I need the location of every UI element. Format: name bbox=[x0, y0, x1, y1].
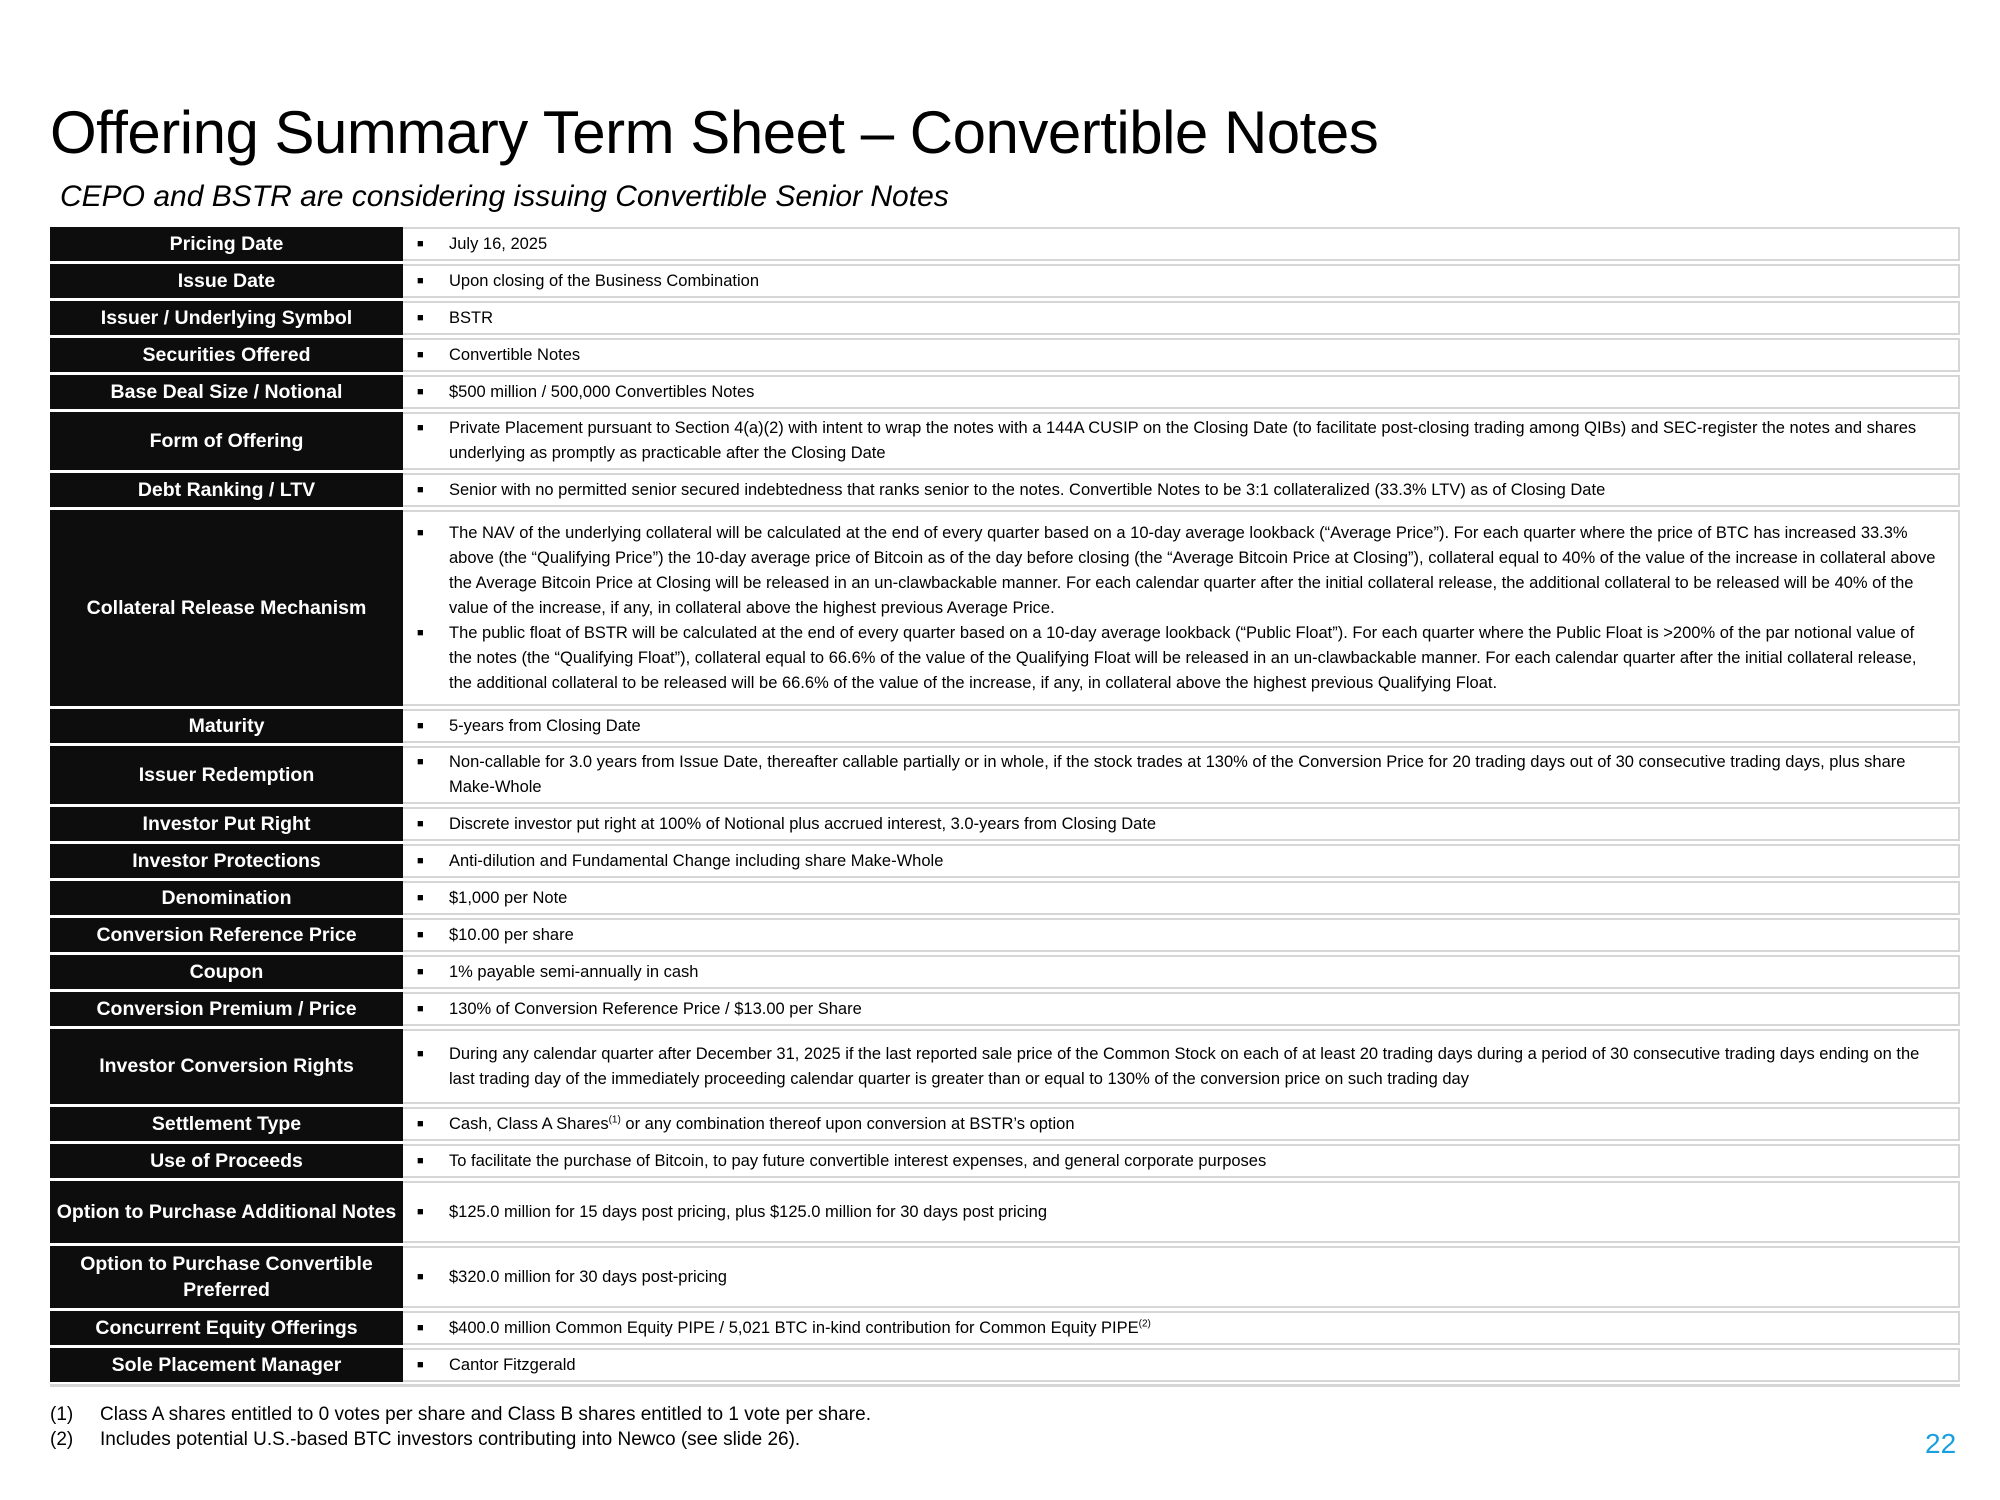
term-value bbox=[403, 227, 1960, 261]
term-bullet-text bbox=[449, 1265, 1940, 1290]
term-bullet bbox=[415, 997, 1940, 1022]
footnote-item bbox=[50, 1402, 871, 1427]
term-text: Non-callable for 3.0 years from Issue Date, thereafter callable partially or in whole, if the stock trades at 130% of the Conversion Price for 20 trading days out of 30 consecutive trading days, plus share Make-Whole bbox=[449, 753, 1906, 796]
square-bullet-icon: ■ bbox=[417, 965, 424, 978]
square-bullet-icon: ■ bbox=[417, 817, 424, 830]
term-row bbox=[50, 918, 1960, 952]
term-bullet-text bbox=[449, 750, 1940, 800]
term-bullet-text bbox=[449, 812, 1940, 837]
term-row bbox=[50, 1181, 1960, 1243]
term-bullet-text bbox=[449, 416, 1940, 466]
term-bullet bbox=[415, 750, 1940, 800]
term-text: Cantor Fitzgerald bbox=[449, 1355, 576, 1374]
term-bullet bbox=[415, 960, 1940, 985]
term-value bbox=[403, 992, 1960, 1026]
term-bullet-text bbox=[449, 1353, 1940, 1378]
square-bullet-icon: ■ bbox=[417, 719, 424, 732]
term-value bbox=[403, 301, 1960, 335]
term-label: Issue Date bbox=[50, 264, 403, 298]
term-text: BSTR bbox=[449, 308, 494, 327]
term-row bbox=[50, 1144, 1960, 1178]
square-bullet-icon: ■ bbox=[417, 854, 424, 867]
term-value bbox=[403, 881, 1960, 915]
term-value bbox=[403, 473, 1960, 507]
term-value bbox=[403, 1107, 1960, 1141]
term-bullet bbox=[415, 478, 1940, 503]
term-bullet-text bbox=[449, 1112, 1940, 1137]
square-bullet-icon: ■ bbox=[417, 311, 424, 324]
term-text: Cash, Class A Shares bbox=[449, 1114, 609, 1133]
square-bullet-icon: ■ bbox=[417, 928, 424, 941]
footnote-divider bbox=[50, 1384, 1960, 1387]
term-text: Anti-dilution and Fundamental Change including share Make-Whole bbox=[449, 851, 944, 870]
term-text: Private Placement pursuant to Section 4(a)(2) with intent to wrap the notes with a 144A CUSIP on the Closing Date (to facilitate post-closing trading among QIBs) and SEC-register the notes and shares underlying as promptly as practicable after the Closing Date bbox=[449, 419, 1917, 462]
term-row bbox=[50, 746, 1960, 804]
term-value bbox=[403, 375, 1960, 409]
term-bullet-text bbox=[449, 849, 1940, 874]
term-text: Discrete investor put right at 100% of Notional plus accrued interest, 3.0-years from Closing Date bbox=[449, 814, 1157, 833]
term-label: Investor Put Right bbox=[50, 807, 403, 841]
term-row bbox=[50, 1348, 1960, 1382]
term-row bbox=[50, 881, 1960, 915]
term-label: Pricing Date bbox=[50, 227, 403, 261]
term-label: Option to Purchase Additional Notes bbox=[50, 1181, 403, 1243]
term-bullet bbox=[415, 886, 1940, 911]
term-text: July 16, 2025 bbox=[449, 234, 548, 253]
term-bullet-text bbox=[449, 306, 1940, 331]
term-bullet bbox=[415, 923, 1940, 948]
term-text: Convertible Notes bbox=[449, 345, 581, 364]
term-bullet-text bbox=[449, 621, 1940, 696]
term-row bbox=[50, 227, 1960, 261]
term-bullet-text bbox=[449, 232, 1940, 257]
footnote-marker: (2) bbox=[1138, 1318, 1151, 1329]
term-bullet bbox=[415, 521, 1940, 621]
term-bullet-text bbox=[449, 997, 1940, 1022]
term-text: $125.0 million for 15 days post pricing, plus $125.0 million for 30 days post pricing bbox=[449, 1202, 1047, 1221]
term-text: $10.00 per share bbox=[449, 925, 574, 944]
term-value bbox=[403, 1246, 1960, 1308]
square-bullet-icon: ■ bbox=[417, 385, 424, 398]
term-bullet bbox=[415, 232, 1940, 257]
square-bullet-icon: ■ bbox=[417, 237, 424, 250]
square-bullet-icon: ■ bbox=[417, 1358, 424, 1371]
term-bullet bbox=[415, 416, 1940, 466]
term-row bbox=[50, 510, 1960, 706]
term-row bbox=[50, 338, 1960, 372]
square-bullet-icon: ■ bbox=[417, 483, 424, 496]
term-text: During any calendar quarter after December 31, 2025 if the last reported sale price of the Common Stock on each of at least 20 trading days during a period of 30 consecutive trading days ending on the last trading day of the immediately proceeding calendar quarter is greater than or equal to 130% of the conversion price on such trading day bbox=[449, 1044, 1920, 1088]
square-bullet-icon: ■ bbox=[417, 1002, 424, 1015]
term-label: Option to Purchase Convertible Preferred bbox=[50, 1246, 403, 1308]
term-row bbox=[50, 473, 1960, 507]
term-bullet bbox=[415, 380, 1940, 405]
term-text: $320.0 million for 30 days post-pricing bbox=[449, 1267, 727, 1286]
term-bullet-text bbox=[449, 521, 1940, 621]
term-bullet bbox=[415, 621, 1940, 696]
square-bullet-icon: ■ bbox=[417, 274, 424, 287]
square-bullet-icon: ■ bbox=[417, 1117, 424, 1130]
square-bullet-icon: ■ bbox=[417, 1047, 424, 1060]
page-number: 22 bbox=[1925, 1428, 1957, 1459]
term-label: Conversion Premium / Price bbox=[50, 992, 403, 1026]
footnote-item bbox=[50, 1427, 871, 1452]
term-row bbox=[50, 844, 1960, 878]
term-bullet bbox=[415, 849, 1940, 874]
term-row bbox=[50, 375, 1960, 409]
page-subtitle: CEPO and BSTR are considering issuing Convertible Senior Notes bbox=[60, 180, 949, 213]
footnote-number: (1) bbox=[50, 1404, 74, 1425]
term-bullet bbox=[415, 1200, 1940, 1225]
term-label: Sole Placement Manager bbox=[50, 1348, 403, 1382]
term-text: 1% payable semi-annually in cash bbox=[449, 962, 699, 981]
term-bullet bbox=[415, 306, 1940, 331]
square-bullet-icon: ■ bbox=[417, 1205, 424, 1218]
term-sheet-table bbox=[50, 224, 1960, 1385]
term-label: Investor Protections bbox=[50, 844, 403, 878]
term-label: Issuer Redemption bbox=[50, 746, 403, 804]
term-row bbox=[50, 264, 1960, 298]
term-label: Conversion Reference Price bbox=[50, 918, 403, 952]
term-value bbox=[403, 338, 1960, 372]
term-label: Form of Offering bbox=[50, 412, 403, 470]
term-text: The public float of BSTR will be calculated at the end of every quarter based on a 10-day average lookback (“Public Float”). For each quarter where the Public Float is >200% of the par notional value of the notes (the “Qualifying Float”), collateral equal to 66.6% of the value of the Qualifying Float will be released in an un-clawbackable manner. For each calendar quarter after the initial collateral release, the additional collateral to be released will be 66.6% of the value of the increase, if any, in collateral above the highest previous Qualifying Float. bbox=[449, 623, 1917, 692]
term-value bbox=[403, 1144, 1960, 1178]
term-row bbox=[50, 955, 1960, 989]
term-text: 5-years from Closing Date bbox=[449, 716, 641, 735]
square-bullet-icon: ■ bbox=[417, 891, 424, 904]
footnote-text: Includes potential U.S.-based BTC investors contributing into Newco (see slide 26). bbox=[100, 1429, 801, 1450]
term-label: Maturity bbox=[50, 709, 403, 743]
term-value bbox=[403, 807, 1960, 841]
square-bullet-icon: ■ bbox=[417, 1270, 424, 1283]
term-label: Concurrent Equity Offerings bbox=[50, 1311, 403, 1345]
term-value bbox=[403, 709, 1960, 743]
square-bullet-icon: ■ bbox=[417, 756, 424, 768]
term-row bbox=[50, 992, 1960, 1026]
term-bullet bbox=[415, 714, 1940, 739]
term-bullet-text bbox=[449, 1149, 1940, 1174]
term-bullet bbox=[415, 1316, 1940, 1341]
term-label: Securities Offered bbox=[50, 338, 403, 372]
term-text: $400.0 million Common Equity PIPE / 5,021 BTC in-kind contribution for Common Equity PIPE bbox=[449, 1318, 1139, 1337]
term-text: Senior with no permitted senior secured indebtedness that ranks senior to the notes. Convertible Notes to be 3:1 collateralized (33.3% LTV) as of Closing Date bbox=[449, 480, 1606, 499]
term-bullet-text bbox=[449, 478, 1940, 503]
term-row bbox=[50, 1311, 1960, 1345]
square-bullet-icon: ■ bbox=[417, 422, 424, 434]
square-bullet-icon: ■ bbox=[417, 1321, 424, 1334]
term-bullet bbox=[415, 1265, 1940, 1290]
term-bullet-text bbox=[449, 923, 1940, 948]
footnote-number: (2) bbox=[50, 1429, 74, 1450]
term-bullet bbox=[415, 1042, 1940, 1092]
term-text: $500 million / 500,000 Convertibles Notes bbox=[449, 382, 755, 401]
term-bullet bbox=[415, 343, 1940, 368]
term-value bbox=[403, 1181, 1960, 1243]
term-value bbox=[403, 510, 1960, 706]
term-text-continued: or any combination thereof upon conversion at BSTR’s option bbox=[620, 1114, 1075, 1133]
term-bullet-text bbox=[449, 886, 1940, 911]
term-value bbox=[403, 746, 1960, 804]
term-value bbox=[403, 1311, 1960, 1345]
term-bullet bbox=[415, 1112, 1940, 1137]
term-bullet-text bbox=[449, 1200, 1940, 1225]
term-row bbox=[50, 807, 1960, 841]
term-text: The NAV of the underlying collateral will be calculated at the end of every quarter based on a 10-day average lookback (“Average Price”). For each quarter where the price of BTC has increased 33.3% above (the “Qualifying Price”) the 10-day average price of Bitcoin as of the day before closing (the “Average Bitcoin Price at Closing”), collateral equal to 40% of the value of the increase in collateral above the Average Bitcoin Price at Closing will be released in an un-clawbackable manner. For each calendar quarter after the initial collateral release, the additional collateral to be released will be 40% of the value of the increase, if any, in collateral above the highest previous Average Price. bbox=[449, 523, 1936, 617]
term-bullet-text bbox=[449, 1042, 1940, 1092]
term-value bbox=[403, 955, 1960, 989]
term-label: Collateral Release Mechanism bbox=[50, 510, 403, 706]
term-bullet-text bbox=[449, 960, 1940, 985]
term-label: Base Deal Size / Notional bbox=[50, 375, 403, 409]
term-row bbox=[50, 1107, 1960, 1141]
term-bullet bbox=[415, 1353, 1940, 1378]
term-bullet-text bbox=[449, 714, 1940, 739]
term-label: Issuer / Underlying Symbol bbox=[50, 301, 403, 335]
term-label: Use of Proceeds bbox=[50, 1144, 403, 1178]
term-bullet-text bbox=[449, 269, 1940, 294]
term-value bbox=[403, 1029, 1960, 1104]
footnote-marker: (1) bbox=[608, 1114, 621, 1125]
term-bullet bbox=[415, 1149, 1940, 1174]
term-text: $1,000 per Note bbox=[449, 888, 568, 907]
term-value bbox=[403, 264, 1960, 298]
square-bullet-icon: ■ bbox=[417, 1154, 424, 1167]
term-bullet-text bbox=[449, 380, 1940, 405]
term-row bbox=[50, 1029, 1960, 1104]
term-label: Coupon bbox=[50, 955, 403, 989]
term-label: Denomination bbox=[50, 881, 403, 915]
term-bullet bbox=[415, 269, 1940, 294]
term-value bbox=[403, 412, 1960, 470]
term-text: 130% of Conversion Reference Price / $13.00 per Share bbox=[449, 999, 862, 1018]
term-row bbox=[50, 1246, 1960, 1308]
term-label: Settlement Type bbox=[50, 1107, 403, 1141]
term-value bbox=[403, 918, 1960, 952]
term-text: To facilitate the purchase of Bitcoin, to pay future convertible interest expenses, and general corporate purposes bbox=[449, 1151, 1267, 1170]
square-bullet-icon: ■ bbox=[417, 526, 424, 539]
term-bullet-text bbox=[449, 343, 1940, 368]
term-row bbox=[50, 301, 1960, 335]
footnotes bbox=[50, 1402, 871, 1452]
term-bullet bbox=[415, 812, 1940, 837]
page-title: Offering Summary Term Sheet – Convertible Notes bbox=[50, 99, 1379, 166]
term-label: Investor Conversion Rights bbox=[50, 1029, 403, 1104]
square-bullet-icon: ■ bbox=[417, 626, 424, 639]
term-label: Debt Ranking / LTV bbox=[50, 473, 403, 507]
term-value bbox=[403, 844, 1960, 878]
term-bullet-text bbox=[449, 1316, 1940, 1341]
term-row bbox=[50, 709, 1960, 743]
square-bullet-icon: ■ bbox=[417, 348, 424, 361]
term-value bbox=[403, 1348, 1960, 1382]
term-row bbox=[50, 412, 1960, 470]
term-text: Upon closing of the Business Combination bbox=[449, 271, 760, 290]
footnote-text: Class A shares entitled to 0 votes per share and Class B shares entitled to 1 vote per share. bbox=[100, 1404, 871, 1425]
